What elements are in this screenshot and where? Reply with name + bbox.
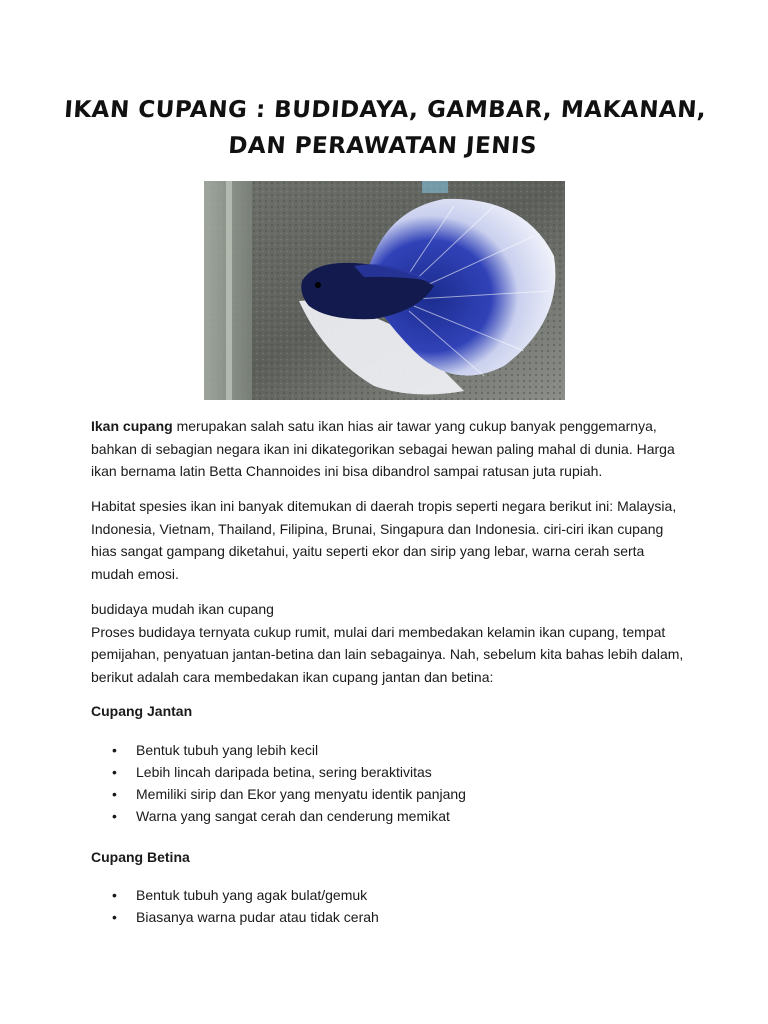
list-item: • Warna yang sangat cerah dan cenderung memikat <box>110 805 670 827</box>
list-item: • Biasanya warna pudar atau tidak cerah <box>110 906 670 928</box>
bullet: • <box>112 764 117 780</box>
intro-paragraph <box>91 415 691 483</box>
bullet: • <box>112 909 117 925</box>
page-title <box>57 92 710 164</box>
budidaya-paragraph <box>91 598 691 688</box>
habitat-text: Habitat spesies ikan ini banyak ditemukan di daerah tropis seperti negara berikut ini: Malaysia, Indonesia, Vietnam, Thailand, Filipina, Brunai, Singapura dan Indonesia. ciri-ciri ikan cupang hias sangat gampang diketahui, yaitu seperti ekor dan sirip yang lebar, warna cerah serta mudah emosi. <box>91 498 677 582</box>
heading-cupang-betina: Cupang Betina <box>91 849 190 865</box>
heading-cupang-jantan: Cupang Jantan <box>91 703 193 719</box>
budidaya-text: Proses budidaya ternyata cukup rumit, mulai dari membedakan kelamin ikan cupang, tempat pemijahan, penyatuan jantan-betina dan lain sebagainya. Nah, sebelum kita bahas lebih dalam, berikut adalah cara membedakan ikan cupang jantan dan betina: <box>91 623 684 685</box>
list-item: • Bentuk tubuh yang agak bulat/gemuk <box>110 884 670 906</box>
title-line-2: DAN PERAWATAN JENIS <box>227 133 538 159</box>
list-item: • Memiliki sirip dan Ekor yang menyatu identik panjang <box>110 783 670 805</box>
intro-text: merupakan salah satu ikan hias air tawar yang cukup banyak penggemarnya, bahkan di sebagian negara ikan ini dikategorikan sebagai hewan paling mahal di dunia. Harga ikan bernama latin Betta Channoides ini bisa dibandrol sampai ratusan juta rupiah. <box>91 418 675 479</box>
betta-fish-image <box>204 181 565 400</box>
list-item: • Lebih lincah daripada betina, sering beraktivitas <box>110 761 670 783</box>
list-item: • Bentuk tubuh yang lebih kecil <box>110 739 670 761</box>
intro-bold-term: Ikan cupang <box>91 418 173 434</box>
habitat-paragraph <box>91 495 691 585</box>
list-cupang-jantan <box>110 739 670 827</box>
list-cupang-betina <box>110 884 670 928</box>
bullet: • <box>112 742 117 758</box>
budidaya-subheading: budidaya mudah ikan cupang <box>91 601 274 617</box>
bullet: • <box>112 786 117 802</box>
title-line-1: IKAN CUPANG : BUDIDAYA, GAMBAR, MAKANAN, <box>63 97 708 123</box>
bullet: • <box>112 808 117 824</box>
bullet: • <box>112 887 117 903</box>
